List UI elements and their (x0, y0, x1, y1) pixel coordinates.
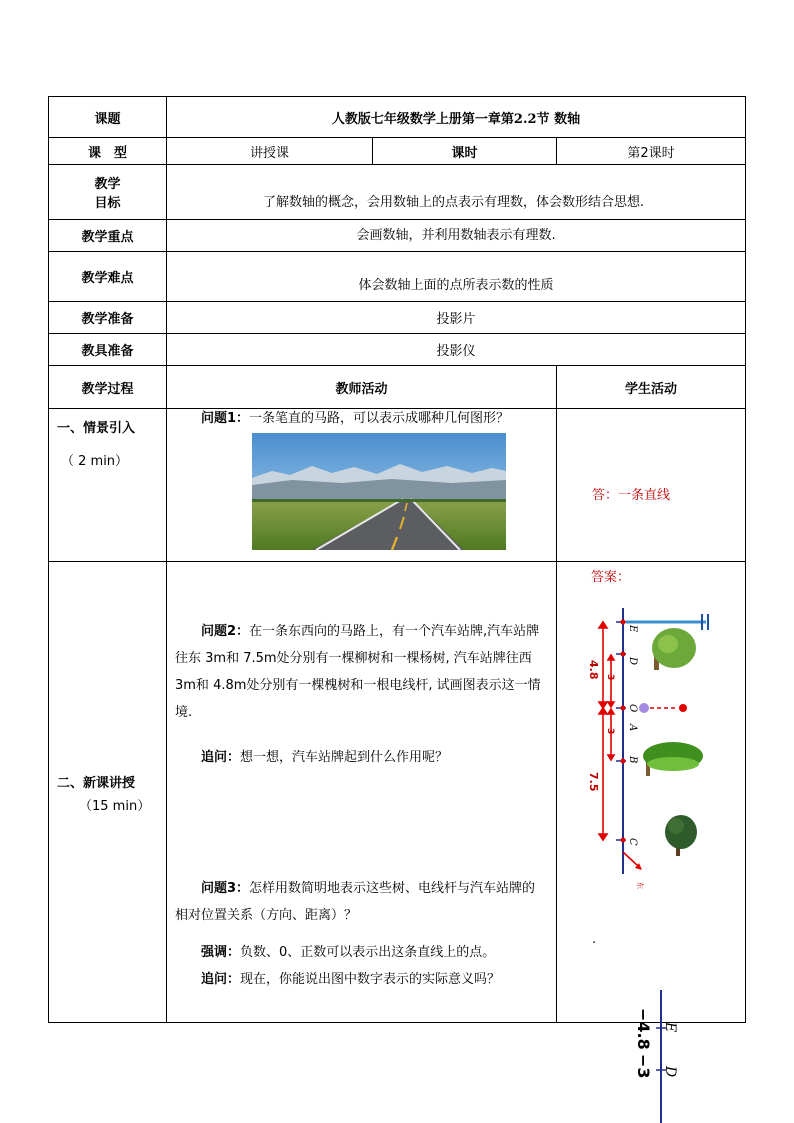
section1-time: （ 2 min） (61, 454, 129, 469)
difficulty-label: 教学难点 (49, 252, 167, 302)
key-point-label: 教学重点 (49, 220, 167, 252)
section1-student-cell (557, 409, 746, 562)
label-C: C (627, 838, 638, 846)
label-D-2: D (662, 1066, 678, 1078)
value-neg-4-8: −4.8 (634, 1008, 653, 1050)
question2-label: 问题2： (201, 624, 250, 639)
tools-text: 投影仪 (167, 334, 746, 366)
follow-up2-text: 现在，你能说出图中数字表示的实际意义吗？ (240, 972, 501, 987)
label-B: B (627, 756, 638, 764)
hours-label: 课时 (373, 138, 557, 165)
question3-label: 问题3： (201, 881, 250, 896)
label-O: O (627, 704, 638, 713)
emphasis-text: 负数、0、正数可以表示出这条直线上的点。 (240, 945, 496, 960)
tree-icon-3 (665, 815, 697, 856)
label-E: E (627, 625, 638, 633)
distance-7-5: 7.5 (587, 772, 600, 792)
direction-label: 东 (636, 882, 644, 889)
follow-up2 (175, 966, 548, 993)
stray-dot: . (592, 932, 597, 947)
question2 (175, 618, 548, 726)
goal-label (49, 165, 167, 220)
tools-label: 教具准备 (49, 334, 167, 366)
teacher-activity-header: 教师活动 (167, 366, 557, 409)
goal-label-line1: 教学 (94, 177, 121, 192)
follow-up1-label: 追问： (201, 750, 241, 765)
section2-label (49, 562, 167, 1023)
question1 (201, 411, 556, 427)
distance-3-east: 3 (605, 728, 615, 735)
section1-title: 一、情景引入 (57, 421, 136, 436)
distance-3-west: 3 (605, 674, 615, 681)
direction-arrow (623, 852, 638, 866)
section1-label (49, 409, 167, 562)
road-image (252, 433, 506, 550)
process-label: 教学过程 (49, 366, 167, 409)
goal-label-line2: 目标 (94, 196, 121, 211)
question3 (175, 875, 548, 929)
number-line-diagram (586, 604, 716, 894)
title-label: 课题 (49, 97, 167, 138)
question3-text: 怎样用数简明地表示这些树、电线杆与汽车站牌的相对位置关系（方向、距离）？ (175, 881, 536, 923)
section1-teacher-cell (167, 409, 557, 562)
answer1: 答：一条直线 (592, 488, 671, 503)
number-line-diagram-2 (632, 990, 678, 1123)
label-E-2: E (662, 1022, 678, 1033)
hours-value: 第2课时 (557, 138, 746, 165)
answer2-label: 答案： (591, 570, 631, 585)
lesson-title: 人教版七年级数学上册第一章第2.2节 数轴 (167, 97, 746, 138)
distance-4-8: 4.8 (587, 660, 600, 680)
type-label: 课 型 (49, 138, 167, 165)
follow-up1-text: 想一想，汽车站牌起到什么作用呢？ (240, 750, 449, 765)
question1-label: 问题1： (201, 411, 250, 426)
preparation-label: 教学准备 (49, 302, 167, 334)
type-value: 讲授课 (167, 138, 373, 165)
question1-text: 一条笔直的马路，可以表示成哪种几何图形？ (249, 411, 510, 426)
section2-title: 二、新课讲授 (57, 776, 136, 791)
emphasis (175, 939, 548, 966)
tree-icon-2 (643, 742, 703, 776)
label-A: A (627, 724, 638, 732)
follow-up1 (175, 744, 548, 771)
sign-icon (639, 703, 687, 713)
tree-icon-1 (652, 628, 696, 670)
road-photo (252, 433, 556, 550)
value-neg-3: −3 (634, 1054, 653, 1079)
difficulty-text: 体会数轴上面的点所表示数的性质 (167, 252, 746, 302)
student-activity-header: 学生活动 (557, 366, 746, 409)
goal-text: 了解数轴的概念，会用数轴上的点表示有理数，体会数形结合思想. (167, 165, 746, 220)
emphasis-label: 强调： (201, 945, 241, 960)
follow-up2-label: 追问： (201, 972, 241, 987)
preparation-text: 投影片 (167, 302, 746, 334)
section2-teacher-cell (167, 562, 557, 1023)
key-point-text: 会画数轴，并利用数轴表示有理数. (167, 220, 746, 252)
section2-time: （15 min） (79, 799, 151, 814)
question2-text: 在一条东西向的马路上，有一个汽车站牌,汽车站牌往东 3m和 7.5m处分别有一棵柳树和一棵杨树, 汽车站牌往西 3m和 4.8m处分别有一棵槐树和一根电线杆, 试画图表示这一情境. (175, 624, 541, 720)
label-D: D (627, 657, 638, 666)
